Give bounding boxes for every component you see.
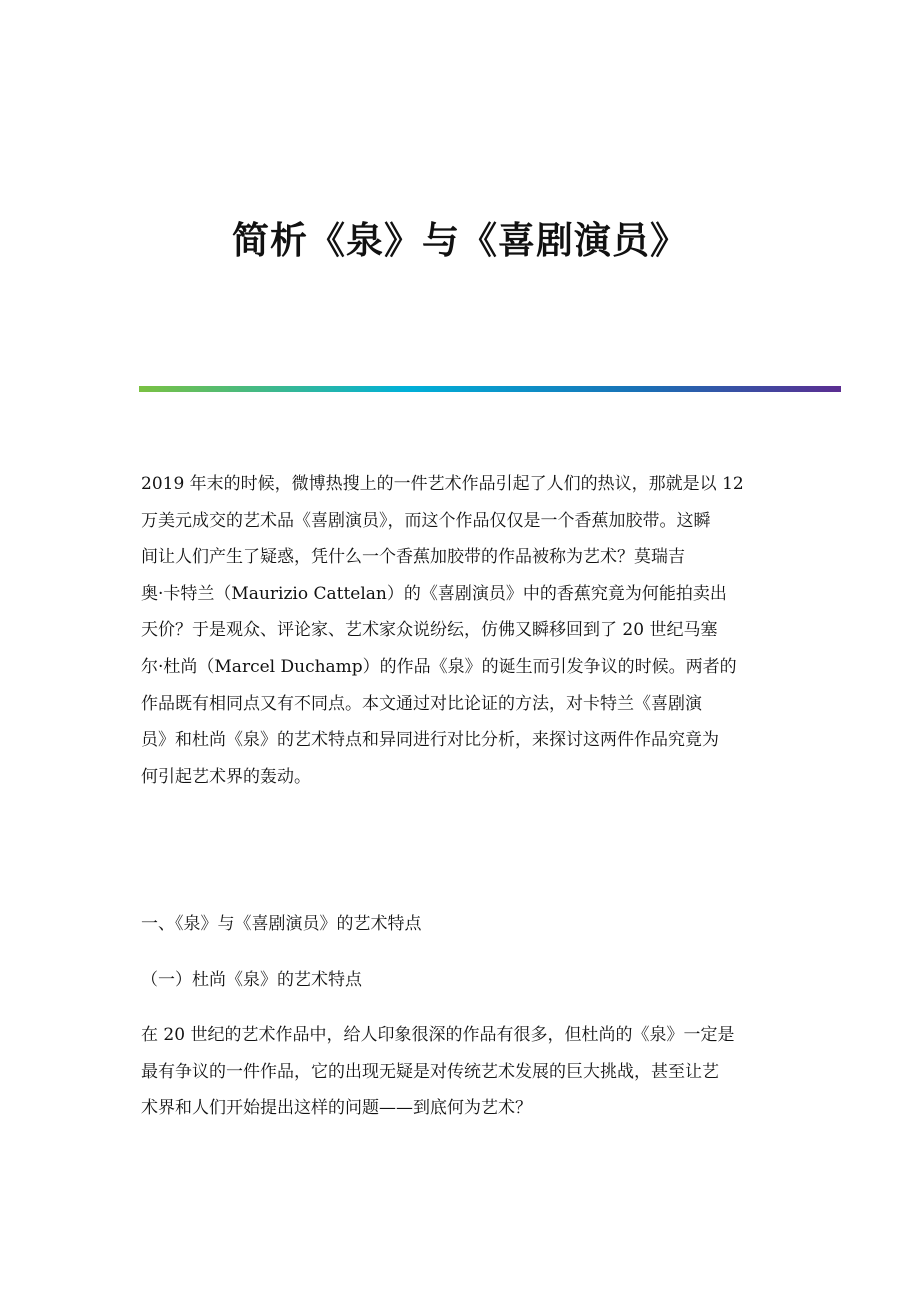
paragraph-line: 作品既有相同点又有不同点。本文通过对比论证的方法，对卡特兰《喜剧演 [141,693,702,714]
intro-paragraph [141,466,786,795]
paragraph-line: 2019 年末的时候，微博热搜上的一件艺术作品引起了人们的热议，那就是以 12 [141,474,744,494]
paragraph-line: 最有争议的一件作品，它的出现无疑是对传统艺术发展的巨大挑战，甚至让艺 [141,1061,719,1082]
title-divider [139,386,841,392]
paragraph-line: 在 20 世纪的艺术作品中，给人印象很深的作品有很多，但杜尚的《泉》一定是 [141,1025,735,1045]
paragraph-line: 何引起艺术界的轰动。 [141,766,311,787]
subsection-heading: （一）杜尚《泉》的艺术特点 [141,970,362,990]
paragraph-line: 万美元成交的艺术品《喜剧演员》，而这个作品仅仅是一个香蕉加胶带。这瞬 [141,510,711,531]
paragraph-line: 尔·杜尚（Marcel Duchamp）的作品《泉》的诞生而引发争议的时候。两者的 [141,656,737,677]
section-paragraph [141,1017,786,1127]
paragraph-line: 奥·卡特兰（Maurizio Cattelan）的《喜剧演员》中的香蕉究竟为何能拍卖出 [141,583,727,604]
paragraph-line: 员》和杜尚《泉》的艺术特点和异同进行对比分析，来探讨这两件作品究竟为 [141,730,719,751]
paragraph-line: 天价？于是观众、评论家、艺术家众说纷纭，仿佛又瞬移回到了 20 世纪马塞 [141,620,718,641]
paragraph-line: 间让人们产生了疑惑，凭什么一个香蕉加胶带的作品被称为艺术？莫瑞吉 [141,547,685,568]
paragraph-line: 术界和人们开始提出这样的问题——到底何为艺术？ [141,1098,532,1119]
document-title: 简析《泉》与《喜剧演员》 [232,218,688,262]
section-heading: 一、《泉》与《喜剧演员》的艺术特点 [141,914,422,934]
